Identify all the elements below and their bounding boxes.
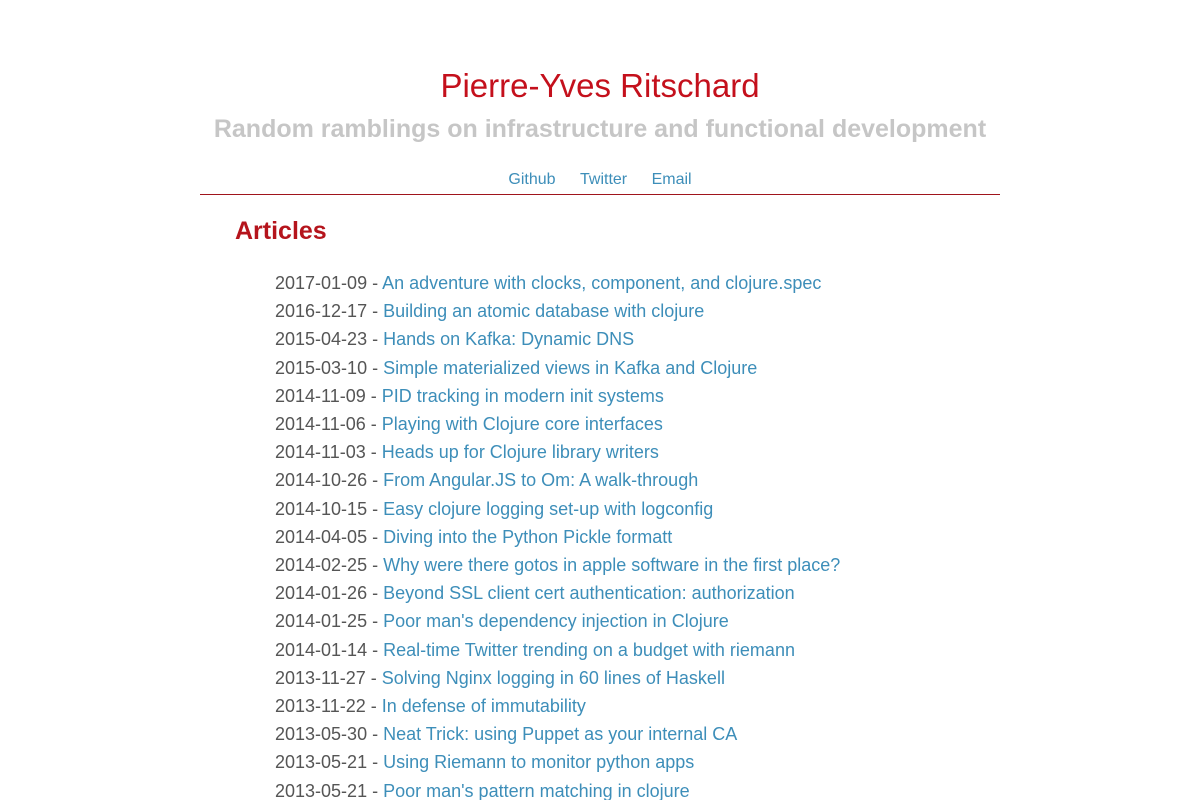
article-separator: - bbox=[365, 385, 382, 406]
article-separator: - bbox=[367, 470, 384, 491]
article-item bbox=[275, 748, 840, 776]
article-item bbox=[275, 579, 840, 607]
article-link[interactable]: Playing with Clojure core interfaces bbox=[381, 414, 663, 435]
article-link[interactable]: Heads up for Clojure library writers bbox=[381, 442, 659, 463]
article-item bbox=[275, 777, 840, 800]
article-list bbox=[275, 269, 840, 800]
article-link[interactable]: Poor man's pattern matching in clojure bbox=[383, 780, 690, 800]
article-date: 2013-05-21 bbox=[275, 780, 368, 800]
article-link[interactable]: Hands on Kafka: Dynamic DNS bbox=[383, 329, 635, 350]
article-link[interactable]: Beyond SSL client cert authentication: authorization bbox=[383, 583, 795, 604]
article-date: 2014-10-26 bbox=[275, 470, 368, 491]
article-item bbox=[275, 325, 840, 353]
article-link[interactable]: An adventure with clocks, component, and clojure.spec bbox=[382, 273, 822, 293]
article-date: 2014-02-25 bbox=[275, 555, 368, 576]
article-item bbox=[275, 269, 840, 297]
article-separator: - bbox=[367, 357, 384, 378]
article-separator: - bbox=[367, 611, 384, 632]
article-separator: - bbox=[365, 696, 382, 717]
article-link[interactable]: Neat Trick: using Puppet as your internal CA bbox=[383, 724, 738, 745]
nav-twitter-link[interactable]: Twitter bbox=[580, 171, 628, 188]
article-date: 2014-11-06 bbox=[275, 414, 366, 435]
article-separator: - bbox=[365, 442, 382, 463]
article-link[interactable]: In defense of immutability bbox=[381, 696, 586, 717]
article-link[interactable]: Simple materialized views in Kafka and Clojure bbox=[383, 357, 758, 378]
site-subtitle: Random ramblings on infrastructure and functional development bbox=[213, 115, 987, 143]
article-item bbox=[275, 607, 840, 635]
article-link[interactable]: Building an atomic database with clojure bbox=[383, 301, 705, 322]
article-item bbox=[275, 523, 840, 551]
article-separator: - bbox=[367, 273, 383, 293]
article-link[interactable]: Why were there gotos in apple software in the first place? bbox=[383, 555, 841, 576]
article-date: 2016-12-17 bbox=[275, 301, 368, 322]
article-date: 2017-01-09 bbox=[275, 273, 368, 293]
article-separator: - bbox=[367, 301, 384, 322]
article-date: 2014-01-14 bbox=[275, 639, 368, 660]
article-date: 2015-04-23 bbox=[275, 329, 368, 350]
article-separator: - bbox=[367, 752, 384, 773]
article-date: 2014-01-26 bbox=[275, 583, 368, 604]
article-separator: - bbox=[367, 780, 384, 800]
article-item bbox=[275, 551, 840, 579]
article-separator: - bbox=[365, 667, 382, 688]
article-date: 2013-05-21 bbox=[275, 752, 368, 773]
site-title[interactable]: Pierre-Yves Ritschard bbox=[440, 67, 760, 104]
nav-github-link[interactable]: Github bbox=[508, 171, 556, 188]
article-link[interactable]: Real-time Twitter trending on a budget with riemann bbox=[383, 639, 795, 660]
article-separator: - bbox=[367, 526, 384, 547]
article-date: 2013-11-27 bbox=[275, 667, 366, 688]
article-link[interactable]: Easy clojure logging set-up with logconfig bbox=[383, 498, 714, 519]
article-separator: - bbox=[365, 414, 382, 435]
site-header bbox=[200, 0, 1000, 195]
article-separator: - bbox=[367, 555, 384, 576]
article-separator: - bbox=[367, 639, 384, 660]
article-date: 2014-04-05 bbox=[275, 526, 368, 547]
article-date: 2013-05-30 bbox=[275, 724, 368, 745]
article-item bbox=[275, 636, 840, 664]
article-link[interactable]: PID tracking in modern init systems bbox=[381, 385, 664, 406]
articles-heading: Articles bbox=[235, 217, 327, 245]
article-item bbox=[275, 382, 840, 410]
article-date: 2014-11-09 bbox=[275, 385, 366, 406]
article-item bbox=[275, 495, 840, 523]
article-item bbox=[275, 410, 840, 438]
nav-email-link[interactable]: Email bbox=[651, 171, 692, 188]
article-item bbox=[275, 692, 840, 720]
article-item bbox=[275, 466, 840, 494]
article-separator: - bbox=[367, 329, 384, 350]
article-item bbox=[275, 354, 840, 382]
site-nav bbox=[200, 170, 1000, 190]
article-item bbox=[275, 297, 840, 325]
article-date: 2014-10-15 bbox=[275, 498, 368, 519]
article-separator: - bbox=[367, 724, 384, 745]
article-link[interactable]: Solving Nginx logging in 60 lines of Haskell bbox=[381, 667, 725, 688]
article-date: 2013-11-22 bbox=[275, 696, 366, 717]
article-link[interactable]: Using Riemann to monitor python apps bbox=[383, 752, 695, 773]
article-date: 2015-03-10 bbox=[275, 357, 368, 378]
article-item bbox=[275, 438, 840, 466]
article-link[interactable]: Diving into the Python Pickle formatt bbox=[383, 526, 673, 547]
article-link[interactable]: Poor man's dependency injection in Clojure bbox=[383, 611, 729, 632]
article-separator: - bbox=[367, 583, 384, 604]
article-item bbox=[275, 720, 840, 748]
article-link[interactable]: From Angular.JS to Om: A walk-through bbox=[383, 470, 699, 491]
article-date: 2014-11-03 bbox=[275, 442, 366, 463]
article-date: 2014-01-25 bbox=[275, 611, 368, 632]
article-separator: - bbox=[367, 498, 384, 519]
article-item bbox=[275, 664, 840, 692]
